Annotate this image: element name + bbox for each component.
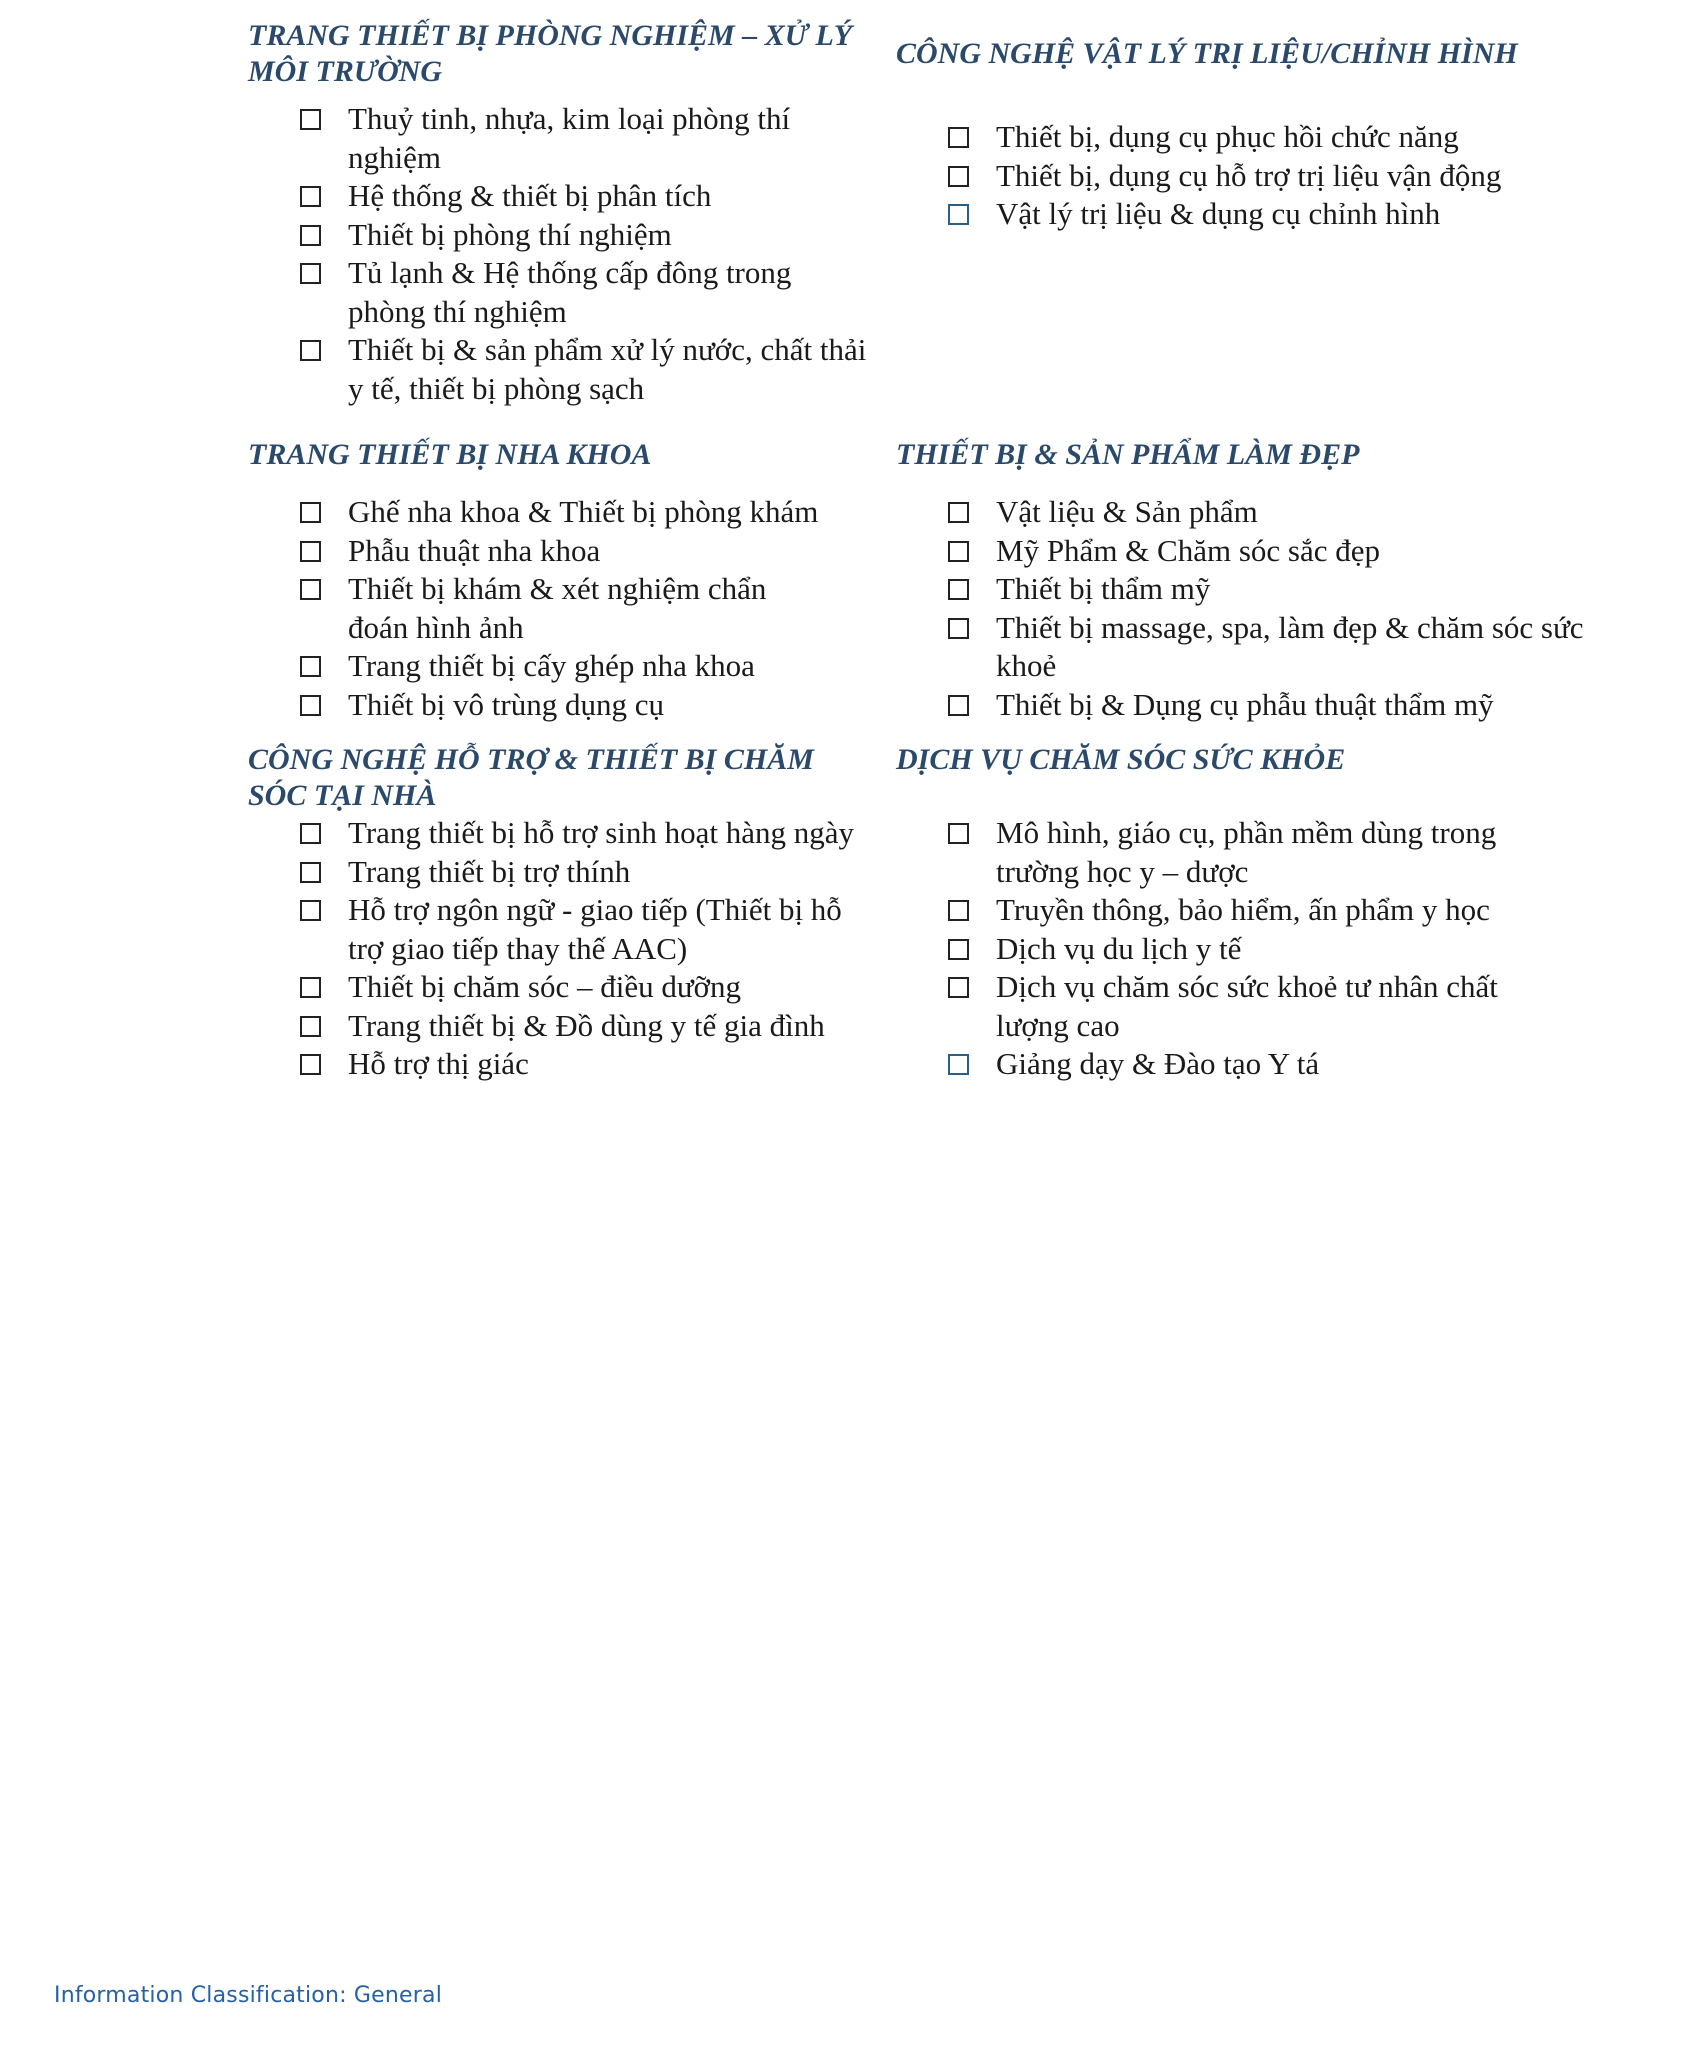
section-title: CÔNG NGHỆ VẬT LÝ TRỊ LIỆU/CHỈNH HÌNH xyxy=(896,37,1518,70)
item-label: Mô hình, giáo cụ, phần mềm dùng trong trường học y – dược xyxy=(996,815,1497,889)
list-item xyxy=(896,532,1616,571)
checkbox[interactable] xyxy=(300,900,321,921)
item-label: Ghế nha khoa & Thiết bị phòng khám xyxy=(348,494,819,529)
list-item xyxy=(248,532,888,571)
list-item xyxy=(896,195,1596,234)
item-label: Thiết bị & sản phẩm xử lý nước, chất thải y tế, thiết bị phòng sạch xyxy=(348,332,867,406)
item-label: Thiết bị phòng thí nghiệm xyxy=(348,216,672,252)
checkbox[interactable] xyxy=(300,862,321,883)
item-label: Vật liệu & Sản phẩm xyxy=(996,494,1258,529)
item-label: Thuỷ tinh, nhựa, kim loại phòng thí nghiệm xyxy=(348,101,791,175)
item-label: Thiết bị massage, spa, làm đẹp & chăm sóc sức khoẻ xyxy=(996,609,1584,683)
list-item xyxy=(248,254,888,331)
checkbox[interactable] xyxy=(300,695,321,716)
item-label: Thiết bị, dụng cụ hỗ trợ trị liệu vận động xyxy=(996,157,1502,193)
checkbox[interactable] xyxy=(948,823,969,844)
checkbox[interactable] xyxy=(948,204,969,225)
item-label: Thiết bị & Dụng cụ phẫu thuật thẩm mỹ xyxy=(996,686,1494,722)
checkbox[interactable] xyxy=(948,618,969,639)
checklist xyxy=(896,493,1616,724)
checkbox[interactable] xyxy=(300,109,321,130)
checkbox[interactable] xyxy=(948,502,969,523)
checklist xyxy=(896,118,1596,234)
checkbox[interactable] xyxy=(948,939,969,960)
list-item xyxy=(248,216,888,255)
section-home-care xyxy=(248,742,888,1084)
checkbox[interactable] xyxy=(300,1016,321,1037)
checklist xyxy=(248,100,888,408)
checklist xyxy=(248,814,888,1084)
list-item xyxy=(896,157,1596,196)
item-label: Trang thiết bị cấy ghép nha khoa xyxy=(348,648,755,683)
item-label: Trang thiết bị hỗ trợ sinh hoạt hàng ngày xyxy=(348,815,855,850)
section-title: THIẾT BỊ & SẢN PHẨM LÀM ĐẸP xyxy=(896,438,1360,471)
list-item xyxy=(248,1045,888,1084)
checkbox[interactable] xyxy=(300,579,321,600)
section-title: TRANG THIẾT BỊ PHÒNG NGHIỆM – XỬ LÝ MÔI TRƯỜNG xyxy=(248,19,853,88)
list-item xyxy=(248,853,888,892)
section-title: TRANG THIẾT BỊ NHA KHOA xyxy=(248,438,652,471)
item-label: Hỗ trợ ngôn ngữ - giao tiếp (Thiết bị hỗ trợ giao tiếp thay thế AAC) xyxy=(348,892,842,966)
checkbox[interactable] xyxy=(948,977,969,998)
checkbox[interactable] xyxy=(948,695,969,716)
list-item xyxy=(248,331,888,408)
list-item xyxy=(248,570,888,647)
list-item xyxy=(896,686,1616,725)
list-item xyxy=(896,1045,1576,1084)
item-label: Dịch vụ chăm sóc sức khoẻ tư nhân chất lượng cao xyxy=(996,969,1498,1043)
item-label: Hỗ trợ thị giác xyxy=(348,1046,529,1081)
list-item xyxy=(896,930,1576,969)
item-label: Vật lý trị liệu & dụng cụ chỉnh hình xyxy=(996,196,1441,231)
section-healthcare-services xyxy=(896,742,1576,1084)
checkbox[interactable] xyxy=(300,541,321,562)
checklist xyxy=(896,814,1576,1084)
list-item xyxy=(248,891,888,968)
item-label: Phẫu thuật nha khoa xyxy=(348,532,601,568)
list-item xyxy=(248,100,888,177)
checklist xyxy=(248,493,888,724)
checkbox[interactable] xyxy=(948,127,969,148)
checkbox[interactable] xyxy=(948,579,969,600)
list-item xyxy=(896,493,1616,532)
section-dental xyxy=(248,437,888,724)
checkbox[interactable] xyxy=(300,186,321,207)
list-item xyxy=(248,968,888,1007)
item-label: Hệ thống & thiết bị phân tích xyxy=(348,178,712,213)
section-lab-equipment xyxy=(248,18,888,408)
checkbox[interactable] xyxy=(300,340,321,361)
checkbox[interactable] xyxy=(300,1054,321,1075)
item-label: Thiết bị, dụng cụ phục hồi chức năng xyxy=(996,119,1459,154)
section-physiotherapy xyxy=(896,36,1596,234)
list-item xyxy=(896,118,1596,157)
classification-footer: Information Classification: General xyxy=(54,1983,443,2008)
item-label: Trang thiết bị trợ thính xyxy=(348,853,631,889)
checkbox[interactable] xyxy=(300,263,321,284)
item-label: Dịch vụ du lịch y tế xyxy=(996,930,1242,966)
checkbox[interactable] xyxy=(300,977,321,998)
item-label: Mỹ Phẩm & Chăm sóc sắc đẹp xyxy=(996,532,1381,568)
list-item xyxy=(248,493,888,532)
section-title: CÔNG NGHỆ HỖ TRỢ & THIẾT BỊ CHĂM SÓC TẠI NHÀ xyxy=(248,743,814,812)
item-label: Thiết bị thẩm mỹ xyxy=(996,571,1211,606)
item-label: Thiết bị chăm sóc – điều dưỡng xyxy=(348,969,742,1004)
section-title: DỊCH VỤ CHĂM SÓC SỨC KHỎE xyxy=(896,743,1346,776)
list-item xyxy=(896,891,1576,930)
item-label: Trang thiết bị & Đồ dùng y tế gia đình xyxy=(348,1007,825,1043)
checkbox[interactable] xyxy=(948,1054,969,1075)
item-label: Giảng dạy & Đào tạo Y tá xyxy=(996,1046,1320,1081)
item-label: Truyền thông, bảo hiểm, ấn phẩm y học xyxy=(996,892,1490,927)
checkbox[interactable] xyxy=(300,502,321,523)
list-item xyxy=(248,686,888,725)
list-item xyxy=(248,177,888,216)
checkbox[interactable] xyxy=(300,656,321,677)
item-label: Tủ lạnh & Hệ thống cấp đông trong phòng thí nghiệm xyxy=(348,255,792,329)
list-item xyxy=(248,1007,888,1046)
list-item xyxy=(248,647,888,686)
checkbox[interactable] xyxy=(948,541,969,562)
item-label: Thiết bị vô trùng dụng cụ xyxy=(348,686,664,722)
list-item xyxy=(896,570,1616,609)
checkbox[interactable] xyxy=(300,823,321,844)
list-item xyxy=(248,814,888,853)
item-label: Thiết bị khám & xét nghiệm chẩn đoán hình ảnh xyxy=(348,571,767,645)
list-item xyxy=(896,609,1616,686)
section-beauty xyxy=(896,437,1616,724)
list-item xyxy=(896,814,1576,891)
list-item xyxy=(896,968,1576,1045)
checkbox[interactable] xyxy=(300,225,321,246)
checkbox[interactable] xyxy=(948,166,969,187)
checkbox[interactable] xyxy=(948,900,969,921)
